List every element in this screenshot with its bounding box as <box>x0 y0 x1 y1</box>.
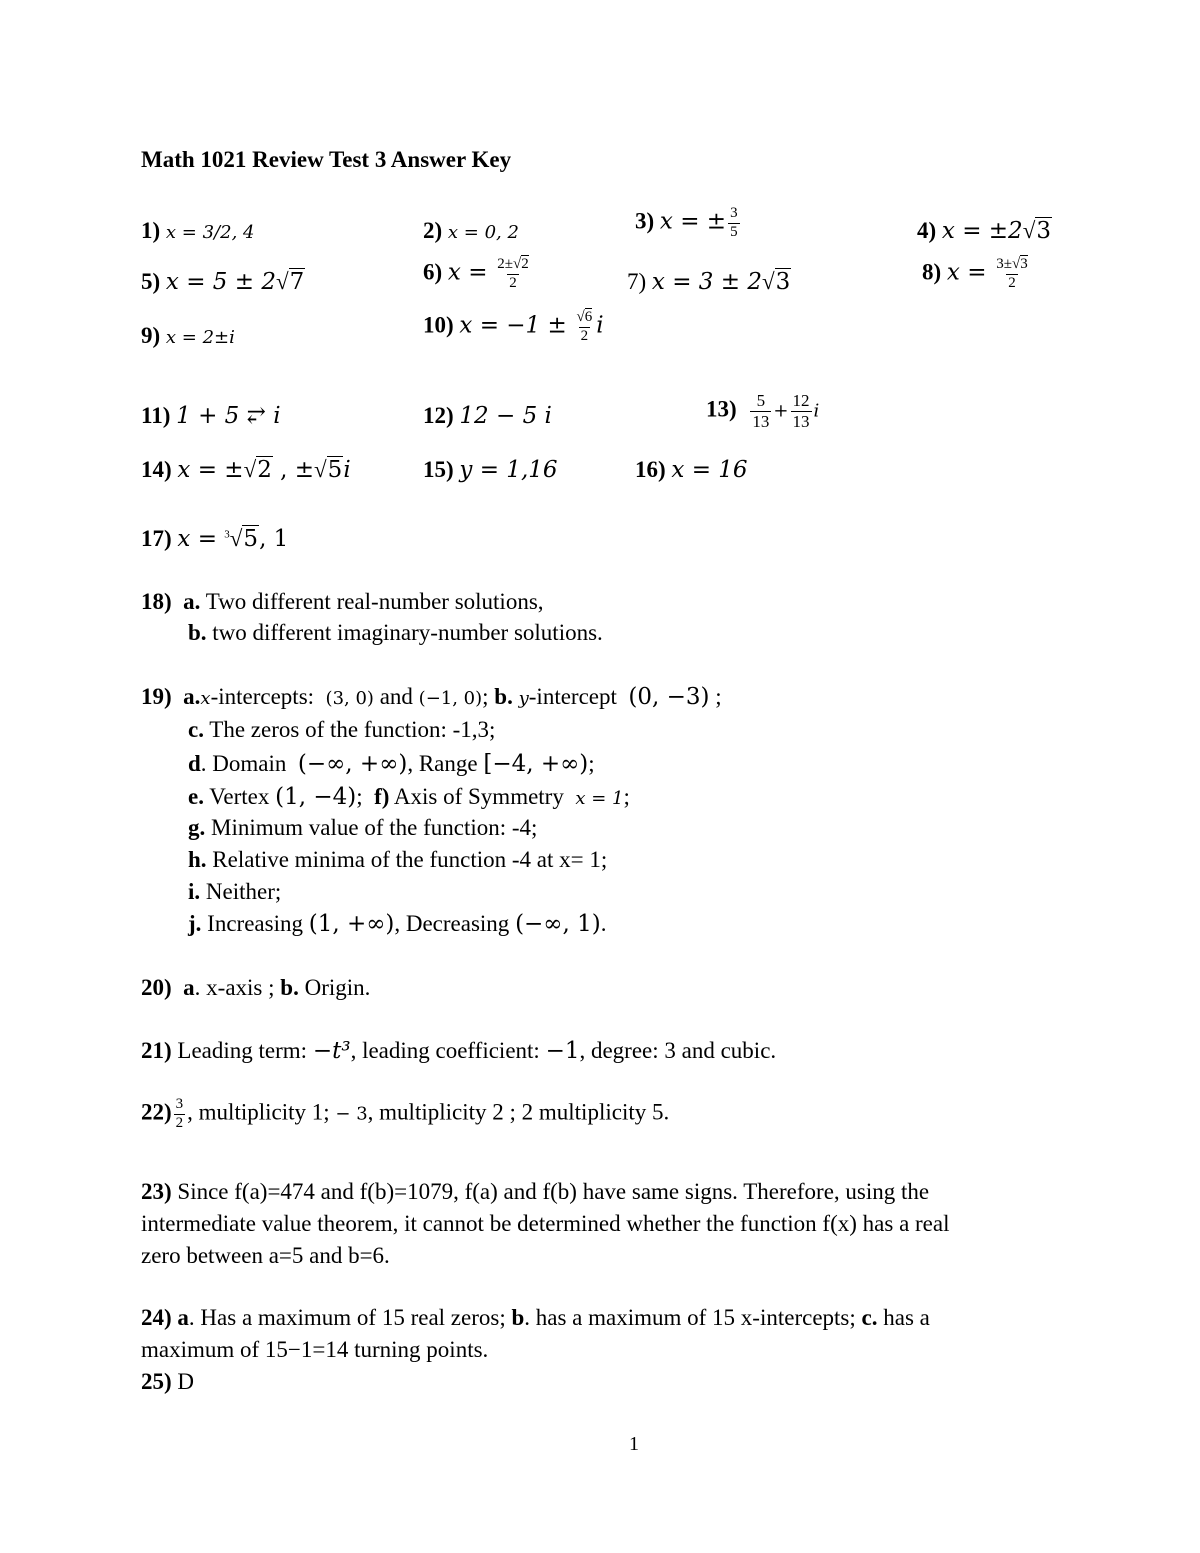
answer-22: 22) $\frac{3}{2}$ , multiplicity 1; − 3, multiplicity 2 ; 2 multiplicity 5. <box>141 1096 670 1131</box>
fraction: $\frac{√6}{2}$ <box>576 309 593 344</box>
answer-number: 19) <box>141 684 172 709</box>
answer-number: 23) <box>141 1179 172 1204</box>
answer-7 <box>627 270 791 294</box>
answer-4 <box>917 219 1052 243</box>
fraction: $\frac{3\pm√3}{2}$ <box>996 256 1028 291</box>
answer-number: 6) <box>423 259 443 285</box>
answer-19-g: g. Minimum value of the function: -4; <box>188 815 538 840</box>
answer-23: 23) Since f(a)=474 and f(b)=1079, f(a) and f(b) have same signs. Therefore, using the <box>141 1179 930 1204</box>
fraction: $\frac{2\pm√2}{2}$ <box>497 256 529 291</box>
answer-14: 14) x = ±√2 , ±√5i <box>141 457 351 483</box>
answer-15 <box>423 458 558 482</box>
answer-19-i: i. Neither; <box>188 879 282 904</box>
answer-number: 8) <box>922 259 942 285</box>
answer-expr: x = 16 <box>671 457 748 483</box>
answer-19-e: e. Vertex (1, −4); f) Axis of Symmetry x = 1; <box>188 784 630 810</box>
answer-number: 1) <box>141 218 161 243</box>
sqrt: √3 <box>1022 218 1051 244</box>
answer-number: 11) <box>141 403 171 428</box>
answer-expr: x = ± <box>177 457 244 483</box>
answer-25: 25) D <box>141 1369 195 1394</box>
answer-10: 10) x = −1 ± $\frac{√6}{2}$ i <box>423 309 604 344</box>
answer-19-h: h. Relative minima of the function -4 at x= 1; <box>188 847 608 872</box>
page-number: 1 <box>629 1433 639 1455</box>
sqrt: √2 <box>243 457 272 483</box>
answer-18-b: b. two different imaginary-number solutions. <box>188 620 603 645</box>
answer-24: 24) a. Has a maximum of 15 real zeros; b. has a maximum of 15 x-intercepts; c. has a <box>141 1305 930 1330</box>
answer-5 <box>141 270 305 294</box>
answer-expr: 12 − 5 i <box>459 403 552 429</box>
answer-24-line2: maximum of 15−1=14 turning points. <box>141 1337 489 1362</box>
cube-root: $^3$√5 <box>224 526 259 552</box>
answer-2 <box>423 219 519 242</box>
answer-18: 18) a. Two different real-number solutions, <box>141 589 544 614</box>
fraction: $\frac{5}{13}$ <box>752 391 770 431</box>
answer-number: 14) <box>141 457 172 482</box>
answer-number: 12) <box>423 403 454 428</box>
answer-expr: x = <box>177 526 225 552</box>
answer-19-j: j. Increasing (1, +∞), Decreasing (−∞, 1). <box>188 911 607 937</box>
answer-number: 2) <box>423 218 443 243</box>
answer-number: 17) <box>141 526 172 551</box>
answer-number: 10) <box>423 312 454 338</box>
answer-number: 4) <box>917 218 937 243</box>
answer-expr: x = 2±i <box>165 327 235 348</box>
answer-16 <box>635 458 748 482</box>
answer-expr: x = 5 ± 2 <box>165 269 276 295</box>
answer-23-line3: zero between a=5 and b=6. <box>141 1243 390 1268</box>
answer-9 <box>141 324 235 347</box>
answer-20: 20) a. x-axis ; b. Origin. <box>141 975 371 1000</box>
answer-number: 21) <box>141 1038 172 1063</box>
answer-expr: x = <box>946 259 987 286</box>
answer-number: 18) <box>141 589 172 614</box>
answer-expr: x = 3 ± 2 <box>651 269 762 295</box>
answer-19-c: c. The zeros of the function: -1,3; <box>188 717 496 742</box>
answer-expr: x = ±2 <box>941 218 1023 244</box>
answer-11 <box>141 404 281 428</box>
answer-number: 7) <box>627 269 647 294</box>
sqrt: √7 <box>275 269 305 295</box>
answer-number: 9) <box>141 323 161 348</box>
answer-expr: x = ± <box>659 208 727 235</box>
answer-number: 13) <box>706 396 737 422</box>
answer-13: 13) $\frac{5}{13}$ + $\frac{12}{13}$ i <box>706 391 820 431</box>
answer-19-d: d. Domain (−∞, +∞), Range [−4, +∞); <box>188 751 595 777</box>
answer-expr: x = −1 ± <box>459 312 567 339</box>
answer-expr: x = <box>447 259 488 286</box>
answer-6 <box>423 257 533 292</box>
answer-1 <box>141 219 254 242</box>
answer-21: 21) Leading term: −t³, leading coefficient: −1, degree: 3 and cubic. <box>141 1038 777 1064</box>
sqrt: √3 <box>761 269 791 295</box>
page-title: Math 1021 Review Test 3 Answer Key <box>141 147 512 172</box>
answer-number: 22) <box>141 1099 172 1125</box>
answer-number: 20) <box>141 975 172 1000</box>
answer-17: 17) x = $^3$√5, 1 <box>141 526 289 552</box>
fraction: $\frac{3}{2}$ <box>175 1096 184 1131</box>
answer-number: 16) <box>635 457 666 482</box>
answer-expr: x = 3/2, 4 <box>165 222 255 243</box>
answer-number: 15) <box>423 457 454 482</box>
answer-expr: x = 0, 2 <box>447 222 519 243</box>
answer-expr: y = 1,16 <box>459 457 558 483</box>
answer-19: 19) a.x-intercepts: (3, 0) and (−1, 0); b. y-intercept (0, −3) ; <box>141 684 722 710</box>
answer-number: 3) <box>635 208 655 234</box>
answer-23-line2: intermediate value theorem, it cannot be determined whether the function f(x) has a real <box>141 1211 950 1236</box>
answer-12 <box>423 404 552 428</box>
answer-expr: 1 + 5 ⥂ i <box>176 403 281 429</box>
sqrt: √5 <box>314 457 343 483</box>
fraction: $\frac{3}{5}$ <box>730 205 738 240</box>
answer-3 <box>635 206 742 241</box>
answer-number: 5) <box>141 269 161 294</box>
fraction: $\frac{12}{13}$ <box>792 391 810 431</box>
answer-number: 25) <box>141 1369 172 1394</box>
answer-number: 24) <box>141 1305 172 1330</box>
answer-8 <box>922 257 1032 292</box>
